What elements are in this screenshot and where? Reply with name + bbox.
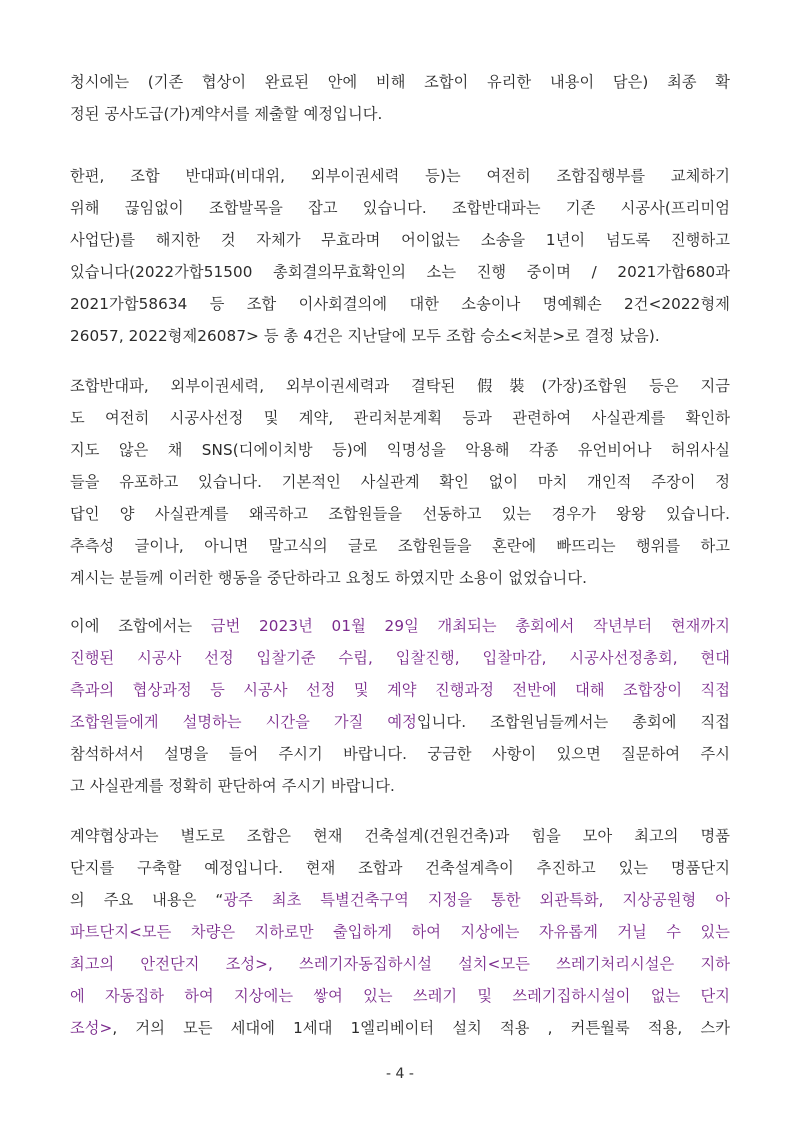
text-line [70,466,730,498]
body-text: 답인 양 사실관계를 왜곡하고 조합원들을 선동하고 있는 경우가 왕왕 있습니다. [70,505,730,523]
text-line [70,320,730,352]
body-text: 고 사실관계를 정확히 판단하여 주시기 바랍니다. [70,777,395,795]
body-text: 의 주요 내용은 “ [70,891,224,909]
body-text: 조합반대파, 외부이권세력, 외부이권세력과 결탁된 假裝(가장)조합원 등은 지금 [70,377,730,395]
highlighted-text: 광주 최초 특별건축구역 지정을 통한 외관특화, 지상공원형 아 [223,891,730,909]
text-line [70,224,730,256]
paragraph-1 [70,66,730,130]
text-line [70,674,730,706]
text-line [70,402,730,434]
text-line [70,98,730,130]
text-line [70,530,730,562]
text-line [70,916,730,948]
body-text: 계약협상과는 별도로 조합은 현재 건축설계(건원건축)과 힘을 모아 최고의 명품 [70,827,730,845]
body-text: 한편, 조합 반대파(비대위, 외부이권세력 등)는 여전히 조합집행부를 교체하기 [70,167,730,185]
text-line [70,434,730,466]
body-text: 이에 조합에서는 [70,617,211,635]
highlighted-text: 파트단지<모든 차량은 지하로만 출입하게 하여 지상에는 자유롭게 거닐 수 있는 [70,923,730,941]
text-line [70,370,730,402]
body-text: 26057, 2022형제26087> 등 총 4건은 지난달에 모두 조합 승소<처분>로 결정 났음). [70,327,660,345]
text-line [70,256,730,288]
body-text: 단지를 구축할 예정입니다. 현재 조합과 건축설계측이 추진하고 있는 명품단지 [70,859,730,877]
text-line [70,288,730,320]
text-line [70,642,730,674]
body-text: 2021가합58634 등 조합 이사회결의에 대한 소송이나 명예훼손 2건<2022형제 [70,295,730,313]
text-line [70,610,730,642]
body-text: 입니다. 조합원님들께서는 총회에 직접 [416,713,730,731]
body-text: 청시에는 (기존 협상이 완료된 안에 비해 조합이 유리한 내용이 담은) 최종 확 [70,73,730,91]
body-text: 추측성 글이나, 아니면 말고식의 글로 조합원들을 혼란에 빠뜨리는 행위를 하고 [70,537,730,555]
page-number: - 4 - [386,1066,414,1082]
body-text: 들을 유포하고 있습니다. 기본적인 사실관계 확인 없이 마치 개인적 주장이 정 [70,473,730,491]
highlighted-text: 금번 2023년 01월 29일 개최되는 총회에서 작년부터 현재까지 [210,617,730,635]
highlighted-text: 진행된 시공사 선정 입찰기준 수립, 입찰진행, 입찰마감, 시공사선정총회, 현대 [70,649,730,667]
paragraph-3 [70,370,730,594]
text-line [70,820,730,852]
text-line [70,1012,730,1044]
body-text: 위해 끊임없이 조합발목을 잡고 있습니다. 조합반대파는 기존 시공사(프리미엄 [70,199,730,217]
body-text: 정된 공사도급(가)계약서를 제출할 예정입니다. [70,105,383,123]
paragraph-5 [70,820,730,1044]
text-line [70,948,730,980]
text-line [70,192,730,224]
highlighted-text: 에 자동집하 하여 지상에는 쌓여 있는 쓰레기 및 쓰레기집하시설이 없는 단지 [70,987,730,1005]
body-text: 지도 않은 채 SNS(디에이치방 등)에 익명성을 악용해 각종 유언비어나 허위사실 [70,441,730,459]
body-text: 사업단)를 해지한 것 자체가 무효라며 어이없는 소송을 1년이 넘도록 진행하고 [70,231,730,249]
highlighted-text: 조성> [70,1019,113,1037]
highlighted-text: 최고의 안전단지 조성>, 쓰레기자동집하시설 설치<모든 쓰레기처리시설은 지하 [70,955,730,973]
paragraph-4 [70,610,730,802]
text-line [70,884,730,916]
text-line [70,738,730,770]
body-text: 있습니다(2022가합51500 총회결의무효확인의 소는 진행 중이며 / 2021가합680과 [70,263,730,281]
body-text: 참석하셔서 설명을 들어 주시기 바랍니다. 궁금한 사항이 있으면 질문하여 주시 [70,745,730,763]
paragraph-2 [70,160,730,352]
text-line [70,980,730,1012]
text-line [70,770,730,802]
text-line [70,852,730,884]
text-line [70,160,730,192]
text-line [70,498,730,530]
text-line [70,66,730,98]
text-line [70,706,730,738]
body-text: , 거의 모든 세대에 1세대 1엘리베이터 설치 적용 , 커튼월룩 적용, 스카 [112,1019,730,1037]
text-line [70,562,730,594]
highlighted-text: 조합원들에게 설명하는 시간을 가질 예정 [70,713,417,731]
highlighted-text: 측과의 협상과정 등 시공사 선정 및 계약 진행과정 전반에 대해 조합장이 직접 [70,681,730,699]
body-text: 계시는 분들께 이러한 행동을 중단하라고 요청도 하였지만 소용이 없었습니다. [70,569,588,587]
body-text: 도 여전히 시공사선정 및 계약, 관리처분계획 등과 관련하여 사실관계를 확인하 [70,409,730,427]
